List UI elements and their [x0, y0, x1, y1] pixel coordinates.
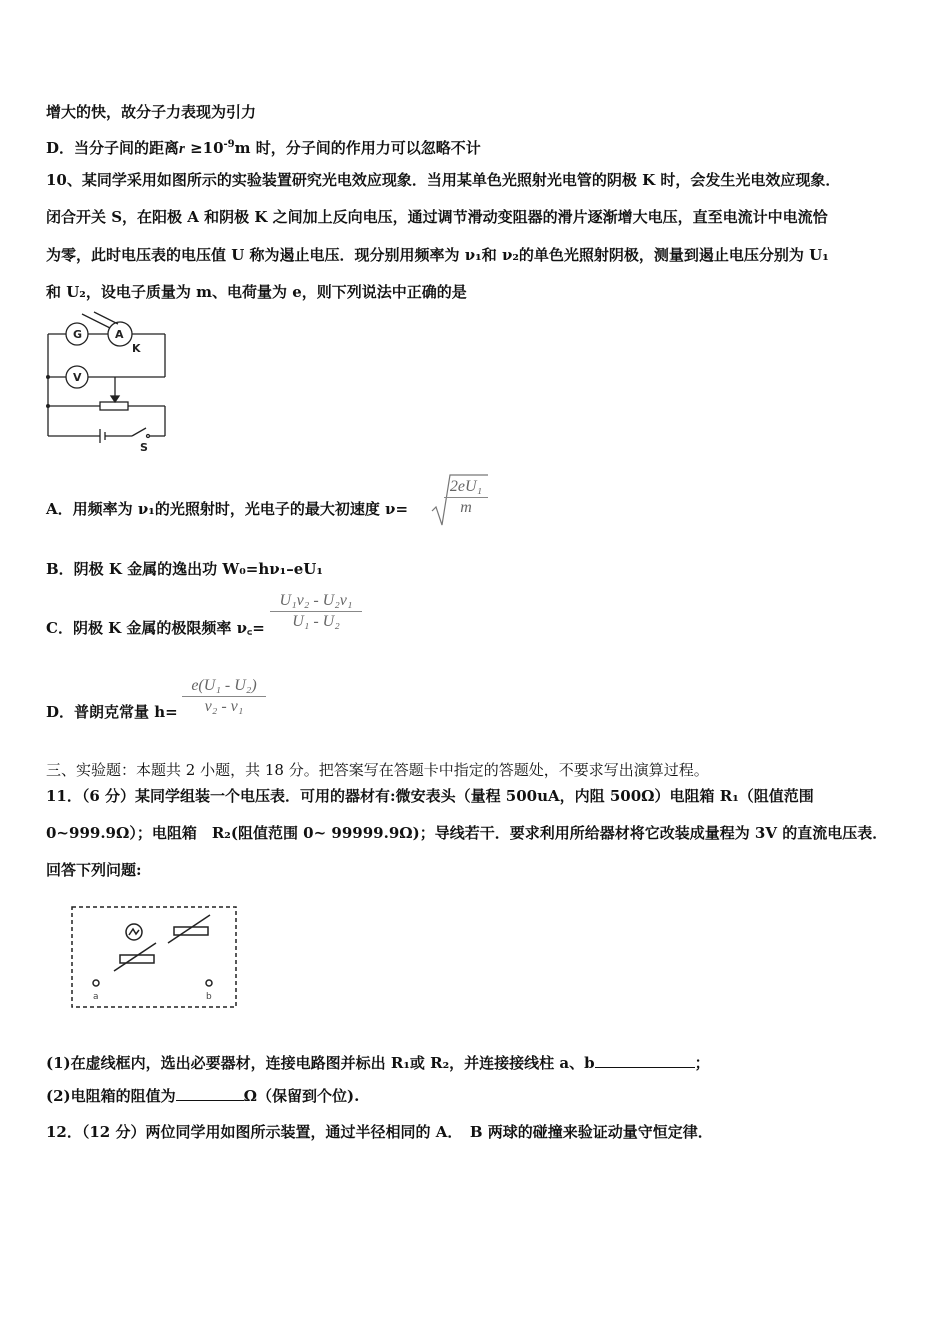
q10-line-1: 10、某同学采用如图所示的实验装置研究光电效应现象．当用某单色光照射光电管的阴极 K 时，会发生光电效应现象．: [46, 171, 841, 189]
option-a-denominator: m: [460, 499, 472, 516]
q11-sub-2: [46, 1086, 359, 1106]
q11-sub-1-text: (1)在虚线框内，选出必要器材，连接电路图并标出 R₁或 R₂，并连接接线柱 a、b: [46, 1054, 595, 1072]
q11-component-box: [68, 903, 240, 1011]
var-r: r: [179, 141, 185, 157]
answer-blank-2[interactable]: [176, 1100, 244, 1101]
option-d-prev-pre: D．当分子间的距离: [46, 139, 180, 157]
option-a-fraction: [444, 478, 488, 517]
terminal-b: [206, 980, 212, 986]
q10-circuit-diagram: [40, 308, 180, 458]
q12-line-1: 12．（12 分）两位同学用如图所示装置，通过半径相同的 A． B 两球的碰撞来验证动量守恒定律．: [46, 1123, 713, 1141]
option-c-text: C．阴极 K 金属的极限频率 ν꜀=: [46, 619, 265, 637]
fraction-bar: [182, 696, 266, 697]
option-d-numerator: e(U₁ - U₂): [191, 677, 257, 694]
rheostat-icon: [100, 402, 128, 410]
option-b-text: B．阴极 K 金属的逸出功 W₀=hν₁–eU₁: [46, 560, 323, 578]
option-d-text: D．普朗克常量 h=: [46, 703, 178, 721]
label-v: V: [73, 371, 82, 384]
fraction-bar: [270, 611, 362, 612]
q10-line-3: 为零，此时电压表的电压值 U 称为遏止电压．现分别用频率为 ν₁和 ν₂的单色光照射阴极，测量到遏止电压分别为 U₁: [46, 246, 829, 264]
q11-sub-1-end: ；: [694, 1054, 710, 1072]
q11-line-3: 回答下列问题:: [46, 861, 142, 879]
option-d-prev-post: m 时，分子间的作用力可以忽略不计: [234, 139, 481, 157]
q11-sub-2-end: Ω（保留到个位).: [243, 1087, 360, 1105]
answer-blank-1[interactable]: [595, 1067, 695, 1068]
option-a-text: A．用频率为 ν₁的光照射时，光电子的最大初速度 ν=: [46, 500, 409, 518]
ge-ten: ≥10: [184, 139, 224, 157]
terminal-b-label: b: [206, 992, 212, 1002]
label-k: K: [132, 342, 141, 355]
q10-line-4: 和 U₂，设电子质量为 m、电荷量为 e，则下列说法中正确的是: [46, 283, 467, 301]
exponent: -9: [223, 139, 235, 150]
q10-line-2: 闭合开关 S，在阳极 A 和阴极 K 之间加上反向电压，通过调节滑动变阻器的滑片逐渐增大电压，直至电流计中电流恰: [46, 208, 828, 226]
text-line-1: 增大的快，故分子力表现为引力: [46, 103, 257, 121]
q11-line-1: 11．（6 分）某同学组装一个电压表．可用的器材有:微安表头（量程 500uA，内阻 500Ω）电阻箱 R₁（阻值范围: [46, 787, 814, 805]
option-d-denominator: ν₂ - ν₁: [204, 698, 244, 715]
terminal-a-label: a: [93, 992, 99, 1002]
option-d-fraction: [182, 677, 266, 716]
section-3-heading: 三、实验题：本题共 2 小题，共 18 分。把答案写在答题卡中指定的答题处，不要求写出演算过程。: [46, 761, 709, 779]
label-s: S: [140, 441, 148, 454]
label-g: G: [73, 328, 83, 341]
option-c-fraction: [270, 592, 362, 631]
switch-icon: [132, 428, 146, 436]
q11-sub-1: [46, 1053, 710, 1073]
q11-sub-2-text: (2)电阻箱的阻值为: [46, 1087, 176, 1105]
label-a: A: [115, 328, 124, 341]
option-d-prev: [46, 135, 481, 159]
option-c-numerator: U₁ν₂ - U₂ν₁: [279, 592, 353, 609]
option-c-denominator: U₁ - U₂: [292, 613, 340, 630]
fraction-bar: [444, 497, 488, 498]
option-a-numerator: 2eU₁: [449, 478, 483, 495]
q11-line-2: 0~999.9Ω）；电阻箱 R₂(阻值范围 0~ 99999.9Ω)；导线若干．要求利用所给器材将它改装成量程为 3V 的直流电压表．: [46, 824, 888, 842]
terminal-a: [93, 980, 99, 986]
